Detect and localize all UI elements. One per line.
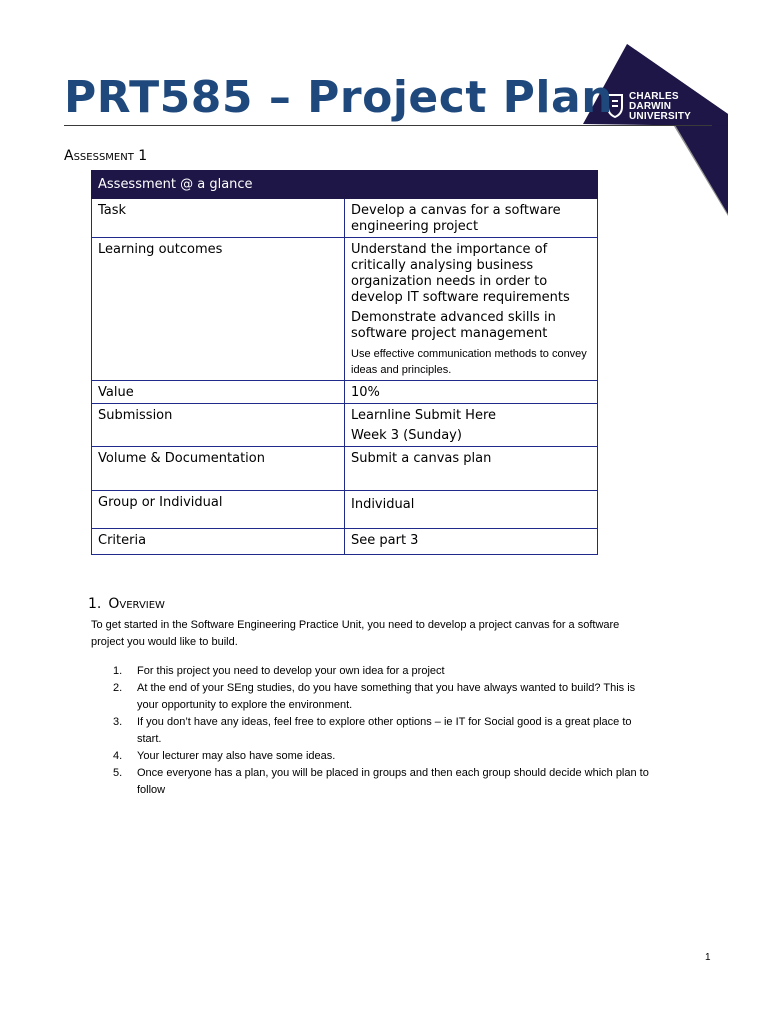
list-number: 5. — [113, 767, 123, 779]
row-value — [345, 404, 598, 447]
logo-triangle — [575, 44, 735, 219]
list-item — [91, 748, 651, 765]
overview-heading — [88, 595, 165, 613]
row-label: Learning outcomes — [92, 238, 345, 381]
overview-list — [91, 663, 651, 799]
row-value: See part 3 — [345, 529, 598, 555]
table-row-group — [92, 491, 598, 529]
learning-outcome-2: Demonstrate advanced skills in software project management — [351, 310, 556, 341]
table-row-value — [92, 381, 598, 404]
submission-link: Learnline Submit Here — [351, 408, 497, 423]
row-value: Develop a canvas for a software engineering project — [345, 199, 598, 238]
table-row-criteria — [92, 529, 598, 555]
submission-due: Week 3 (Sunday) — [351, 428, 462, 443]
list-text: Once everyone has a plan, you will be placed in groups and then each group should decide which plan to follow — [137, 767, 649, 796]
row-label: Volume & Documentation — [92, 447, 345, 491]
row-label: Criteria — [92, 529, 345, 555]
table-row-submission — [92, 404, 598, 447]
list-number: 3. — [113, 716, 123, 728]
list-item — [91, 663, 651, 680]
row-label: Value — [92, 381, 345, 404]
section-title: Overview — [108, 596, 165, 612]
list-item — [91, 765, 651, 799]
row-value: Submit a canvas plan — [345, 447, 598, 491]
assessment-heading: Assessment 1 — [64, 148, 148, 164]
title-divider — [64, 125, 712, 126]
list-number: 4. — [113, 750, 123, 762]
document-title: PRT585 – Project Plan — [64, 72, 614, 123]
list-item — [91, 714, 651, 748]
logo-line-university: UNIVERSITY — [629, 111, 692, 122]
row-value — [345, 238, 598, 381]
table-header: Assessment @ a glance — [92, 171, 598, 199]
row-label: Group or Individual — [92, 491, 345, 529]
row-value: 10% — [345, 381, 598, 404]
list-text: For this project you need to develop your own idea for a project — [137, 665, 445, 677]
list-item — [91, 680, 651, 714]
list-text: Your lecturer may also have some ideas. — [137, 750, 336, 762]
table-row-task — [92, 199, 598, 238]
list-text: If you don’t have any ideas, feel free to explore other options – ie IT for Social good is a great place to start. — [137, 716, 632, 745]
logo-line-darwin: DARWIN — [629, 101, 672, 112]
row-value: Individual — [345, 491, 598, 529]
table-header-row — [92, 171, 598, 199]
list-text: At the end of your SEng studies, do you have something that you have always wanted to build? This is your opportunity to explore the environment. — [137, 682, 636, 711]
page-number: 1 — [705, 952, 711, 963]
row-label: Submission — [92, 404, 345, 447]
university-logo — [575, 44, 735, 219]
list-number: 1. — [113, 665, 123, 677]
learning-outcome-3: Use effective communication methods to convey ideas and principles. — [351, 348, 587, 376]
section-number: 1. — [88, 596, 102, 612]
table-row-volume — [92, 447, 598, 491]
overview-intro: To get started in the Software Engineering Practice Unit, you need to develop a project canvas for a software project you would like to build. — [91, 619, 620, 648]
list-number: 2. — [113, 682, 123, 694]
learning-outcome-1: Understand the importance of critically analysing business organization needs in order to develop IT software requirements — [351, 242, 570, 305]
row-label: Task — [92, 199, 345, 238]
table-row-learning-outcomes — [92, 238, 598, 381]
assessment-table — [91, 170, 598, 555]
logo-line-charles: CHARLES — [629, 91, 679, 102]
